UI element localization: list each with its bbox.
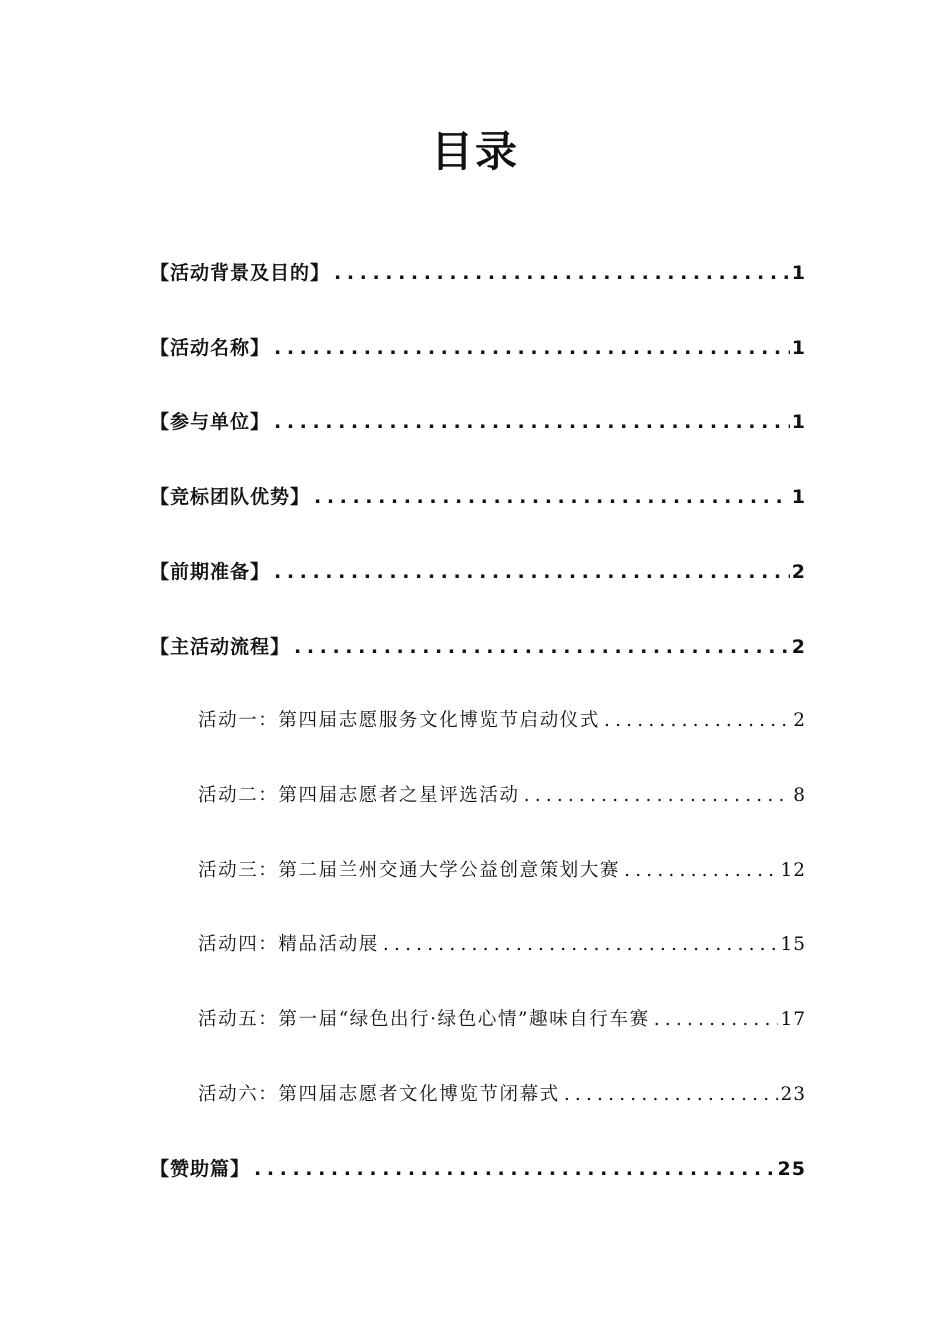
dot-leader	[274, 333, 790, 363]
toc-entry-label: 【赞助篇】	[150, 1158, 251, 1180]
dot-leader	[524, 781, 792, 811]
toc-entry-label: 活动四：精品活动展	[198, 934, 379, 955]
toc-entry-label: 【活动背景及目的】	[150, 262, 331, 284]
toc-page-number: 2	[791, 561, 806, 583]
toc-entry-label: 活动二：第四届志愿者之星评选活动	[198, 785, 520, 806]
dot-leader	[274, 557, 790, 587]
toc-page-number: 1	[791, 411, 806, 433]
toc-entry-label: 活动五：第一届“绿色出行·绿色心情”趣味自行车赛	[198, 1009, 650, 1030]
dot-leader	[564, 1080, 779, 1110]
toc-entry-label: 【参与单位】	[150, 411, 271, 433]
toc-entry-activity-5[interactable]	[198, 1005, 806, 1035]
toc-entry-label: 【主活动流程】	[150, 636, 291, 658]
toc-entry-participants[interactable]	[150, 407, 806, 437]
dot-leader	[294, 632, 790, 662]
toc-entry-sponsorship[interactable]	[150, 1154, 806, 1184]
toc-entry-preparation[interactable]	[150, 557, 806, 587]
toc-entry-main-process[interactable]	[150, 632, 806, 662]
page-title: 目录	[430, 127, 519, 176]
toc-entry-label: 活动三：第二届兰州交通大学公益创意策划大赛	[198, 860, 621, 881]
dot-leader	[624, 856, 778, 886]
dot-leader	[654, 1005, 779, 1035]
dot-leader	[334, 258, 790, 288]
toc-entry-label: 【活动名称】	[150, 337, 271, 359]
toc-entry-label: 活动六：第四届志愿者文化博览节闭幕式	[198, 1084, 560, 1105]
dot-leader	[254, 1154, 776, 1184]
dot-leader	[274, 407, 790, 437]
toc-entry-activity-4[interactable]	[198, 930, 806, 960]
toc-entry-activity-2[interactable]	[198, 781, 806, 811]
toc-page-number: 15	[780, 934, 806, 955]
toc-page-number: 1	[791, 337, 806, 359]
toc-page-number: 12	[780, 860, 806, 881]
toc-entry-activity-3[interactable]	[198, 856, 806, 886]
toc-entry-team-advantages[interactable]	[150, 482, 806, 512]
toc-page-number: 25	[777, 1158, 806, 1180]
toc-page-number: 23	[780, 1084, 806, 1105]
toc-entry-label: 活动一：第四届志愿服务文化博览节启动仪式	[198, 710, 601, 731]
dot-leader	[383, 930, 779, 960]
dot-leader	[604, 706, 791, 736]
toc-page-number: 2	[793, 710, 806, 731]
toc-entry-label: 【竞标团队优势】	[150, 486, 311, 508]
toc-page-number: 1	[791, 486, 806, 508]
toc-page-number: 8	[793, 785, 806, 806]
toc-entry-label: 【前期准备】	[150, 561, 271, 583]
toc-entry-background-purpose[interactable]	[150, 258, 806, 288]
toc-page-number: 17	[780, 1009, 806, 1030]
toc-page-number: 2	[791, 636, 806, 658]
dot-leader	[314, 482, 790, 512]
toc-entry-activity-1[interactable]	[198, 706, 806, 736]
toc-entry-activity-name[interactable]	[150, 333, 806, 363]
toc-entry-activity-6[interactable]	[198, 1080, 806, 1110]
toc-page-number: 1	[791, 262, 806, 284]
